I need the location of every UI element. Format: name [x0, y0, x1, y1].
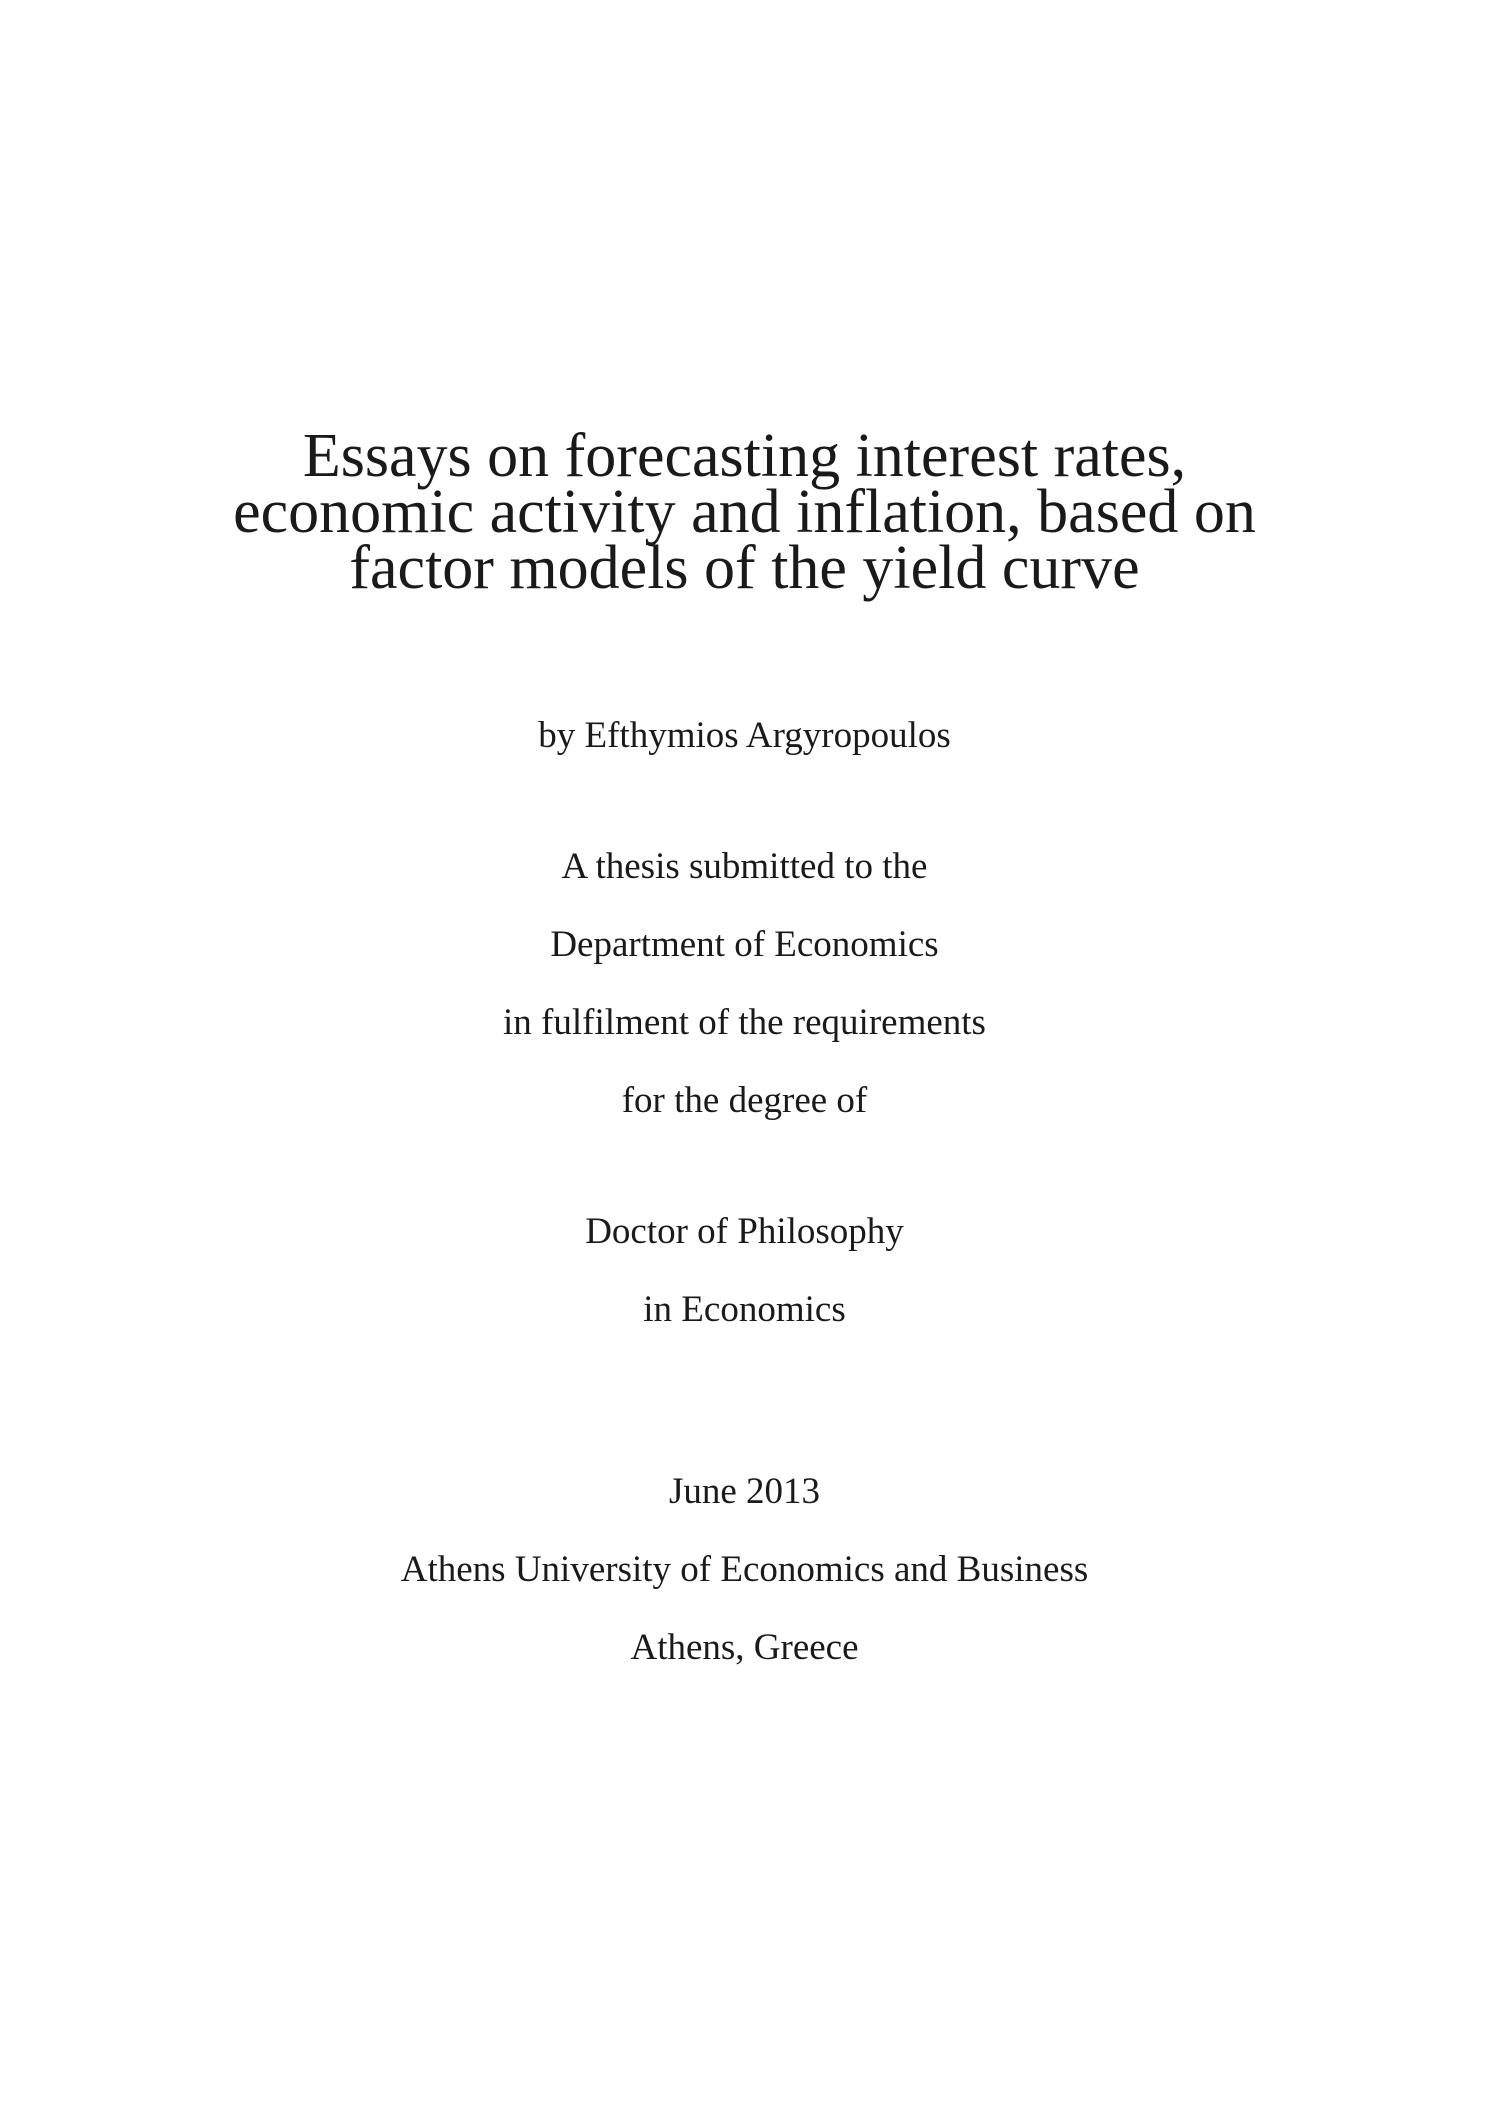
thesis-title-line-1: Essays on forecasting interest rates,	[302, 422, 1187, 490]
author-line: by Efthymios Argyropoulos	[538, 715, 951, 756]
thesis-title-line-2: economic activity and inflation, based on	[233, 478, 1256, 546]
institution-location: Athens, Greece	[630, 1627, 859, 1668]
institution-name: Athens University of Economics and Business	[400, 1549, 1089, 1590]
submission-line-1: A thesis submitted to the	[561, 846, 928, 887]
thesis-title-line-3: factor models of the yield curve	[349, 534, 1140, 602]
degree-name: Doctor of Philosophy	[585, 1211, 904, 1252]
submission-line-3: in fulfilment of the requirements	[503, 1002, 986, 1043]
thesis-title	[0, 422, 1489, 602]
degree-field: in Economics	[643, 1289, 846, 1330]
submission-line-2: Department of Economics	[550, 924, 939, 965]
submission-line-4: for the degree of	[621, 1080, 868, 1121]
submission-date: June 2013	[668, 1471, 821, 1512]
